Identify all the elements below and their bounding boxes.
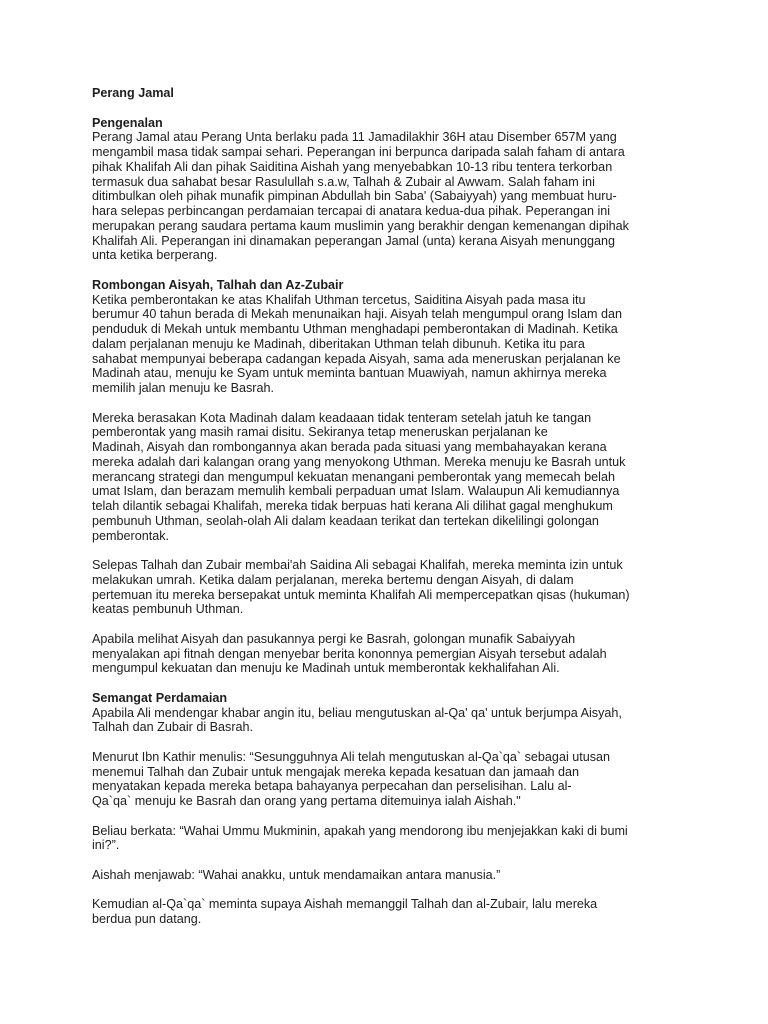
text-line: pertemuan itu mereka bersepakat untuk meminta Khalifah Ali mempercepatkan qisas (hukuman): [92, 587, 630, 602]
text-line: Menurut Ibn Kathir menulis: “Sesungguhnya Ali telah mengutuskan al-Qa`qa` sebagai utusan: [92, 749, 611, 764]
text-line: menyalakan api fitnah dengan menyebar berita kononnya pemergian Aisyah tersebut adalah: [92, 646, 607, 661]
text-line: umat Islam, dan berazam memulih kembali perpaduan umat Islam. Walaupun Ali kemudiannya: [92, 484, 620, 499]
text-line: berdua pun datang.: [92, 912, 202, 926]
text-line: Aishah menjawab: “Wahai anakku, untuk mendamaikan antara manusia.”: [92, 867, 501, 882]
paragraph: [92, 706, 682, 736]
paragraph: [92, 824, 682, 854]
section-heading: Pengenalan: [92, 115, 163, 130]
text-line: mengambil masa tidak sampai sehari. Peperangan ini berpunca daripada salah faham di antara: [92, 145, 625, 159]
paragraph: [92, 632, 682, 676]
text-line: Beliau berkata: “Wahai Ummu Mukminin, apakah yang mendorong ibu menjejakkan kaki di bumi: [92, 823, 628, 838]
text-line: mengumpul kekuatan dan menuju ke Madinah untuk memberontak kekhalifahan Ali.: [92, 661, 560, 676]
text-line: penduduk di Mekah untuk membantu Uthman menghadapi pemberontakan di Madinah. Ketika: [92, 322, 618, 336]
text-line: Khalifah Ali. Peperangan ini dinamakan peperangan Jamal (unta) kerana Aisyah menunggang: [92, 233, 615, 248]
text-line: pembunuh Uthman, seolah-olah Ali dalam keadaan terikat dan tertekan dikelilingi golongan: [92, 513, 599, 528]
text-line: Apabila Ali mendengar khabar angin itu, beliau mengutuskan al-Qa' qa' untuk berjumpa Aisyah,: [92, 705, 622, 720]
text-line: hara selepas perbincangan perdamaian tercapai di anatara kedua-dua pihak. Peperangan ini: [92, 204, 611, 218]
text-line: pemberontak.: [92, 528, 170, 543]
document-page: [92, 86, 682, 942]
text-line: berumur 40 tahun berada di Mekah menunaikan haji. Aisyah telah mengumpul orang Islam dan: [92, 307, 622, 322]
paragraph: [92, 293, 682, 396]
text-line: telah dilantik sebagai Khalifah, mereka tidak berpuas hati kerana Ali dilihat gagal menghukum: [92, 499, 613, 513]
text-line: unta ketika berperang.: [92, 248, 218, 263]
text-line: menemui Talhah dan Zubair untuk mengajak mereka kepada kesatuan dan jamaah dan: [92, 764, 580, 779]
text-line: menyatakan kepada mereka betapa bahayanya perpecahan dan perselisihan. Lalu al-: [92, 779, 572, 794]
text-line: Madinah atau, menuju ke Syam untuk meminta bantuan Muawiyah, namun akhirnya mereka: [92, 366, 607, 381]
text-line: merupakan perang saudara pertama kaum muslimin yang berakhir dengan kemenangan dipihak: [92, 218, 629, 233]
section-heading: Rombongan Aisyah, Talhah dan Az-Zubair: [92, 277, 344, 292]
text-line: Mereka berasakan Kota Madinah dalam keadaaan tidak tenteram setelah jatuh ke tangan: [92, 410, 592, 425]
text-line: dalam perjalanan menuju ke Madinah, diberitakan Uthman telah dibunuh. Ketika itu para: [92, 336, 585, 351]
paragraph: [92, 411, 682, 544]
text-line: ini?”.: [92, 838, 120, 853]
text-line: Madinah, Aisyah dan rombongannya akan berada pada situasi yang membahayakan kerana: [92, 440, 607, 454]
text-line: Qa`qa` menuju ke Basrah dan orang yang pertama ditemuinya ialah Aishah.": [92, 794, 521, 808]
paragraph: [92, 868, 682, 883]
text-line: mereka adalah dari kalangan orang yang menyokong Uthman. Mereka menuju ke Basrah untuk: [92, 454, 626, 469]
text-line: pemberontak yang masih ramai disitu. Sekiranya tetap meneruskan perjalanan ke: [92, 425, 548, 440]
text-line: pihak Khalifah Ali dan pihak Saiditina Aishah yang menyebabkan 10-13 ribu tentera terkorban: [92, 159, 613, 174]
paragraph: [92, 558, 682, 617]
paragraph: [92, 897, 682, 927]
document-title: Perang Jamal: [92, 86, 174, 100]
paragraph: [92, 750, 682, 809]
text-line: Selepas Talhah dan Zubair membai'ah Saidina Ali sebagai Khalifah, mereka meminta izin untuk: [92, 558, 623, 572]
text-line: keatas pembunuh Uthman.: [92, 602, 244, 617]
paragraph: [92, 130, 682, 263]
text-line: memilih jalan menuju ke Basrah.: [92, 381, 274, 395]
text-line: ditimbulkan oleh pihak munafik pimpinan Abdullah bin Saba' (Sabaiyyah) yang membuat huru-: [92, 189, 617, 204]
text-line: Ketika pemberontakan ke atas Khalifah Uthman tercetus, Saiditina Aisyah pada masa itu: [92, 292, 586, 307]
text-line: sahabat mempunyai beberapa cadangan kepada Aisyah, sama ada meneruskan perjalanan ke: [92, 351, 621, 366]
text-line: Kemudian al-Qa`qa` meminta supaya Aishah memanggil Talhah dan al-Zubair, lalu mereka: [92, 897, 598, 912]
section-heading: Semangat Perdamaian: [92, 690, 228, 705]
text-line: merancang strategi dan mengumpul kekuatan menangani pemberontak yang memecah belah: [92, 469, 615, 484]
document-sections: [92, 116, 682, 927]
text-line: termasuk dua sahabat besar Rasulullah s.a.w, Talhah & Zubair al Awwam. Salah faham ini: [92, 174, 595, 189]
text-line: Talhah dan Zubair di Basrah.: [92, 720, 254, 735]
text-line: melakukan umrah. Ketika dalam perjalanan, mereka bertemu dengan Aisyah, di dalam: [92, 572, 574, 587]
text-line: Perang Jamal atau Perang Unta berlaku pada 11 Jamadilakhir 36H atau Disember 657M yang: [92, 130, 617, 145]
text-line: Apabila melihat Aisyah dan pasukannya pergi ke Basrah, golongan munafik Sabaiyyah: [92, 631, 576, 646]
